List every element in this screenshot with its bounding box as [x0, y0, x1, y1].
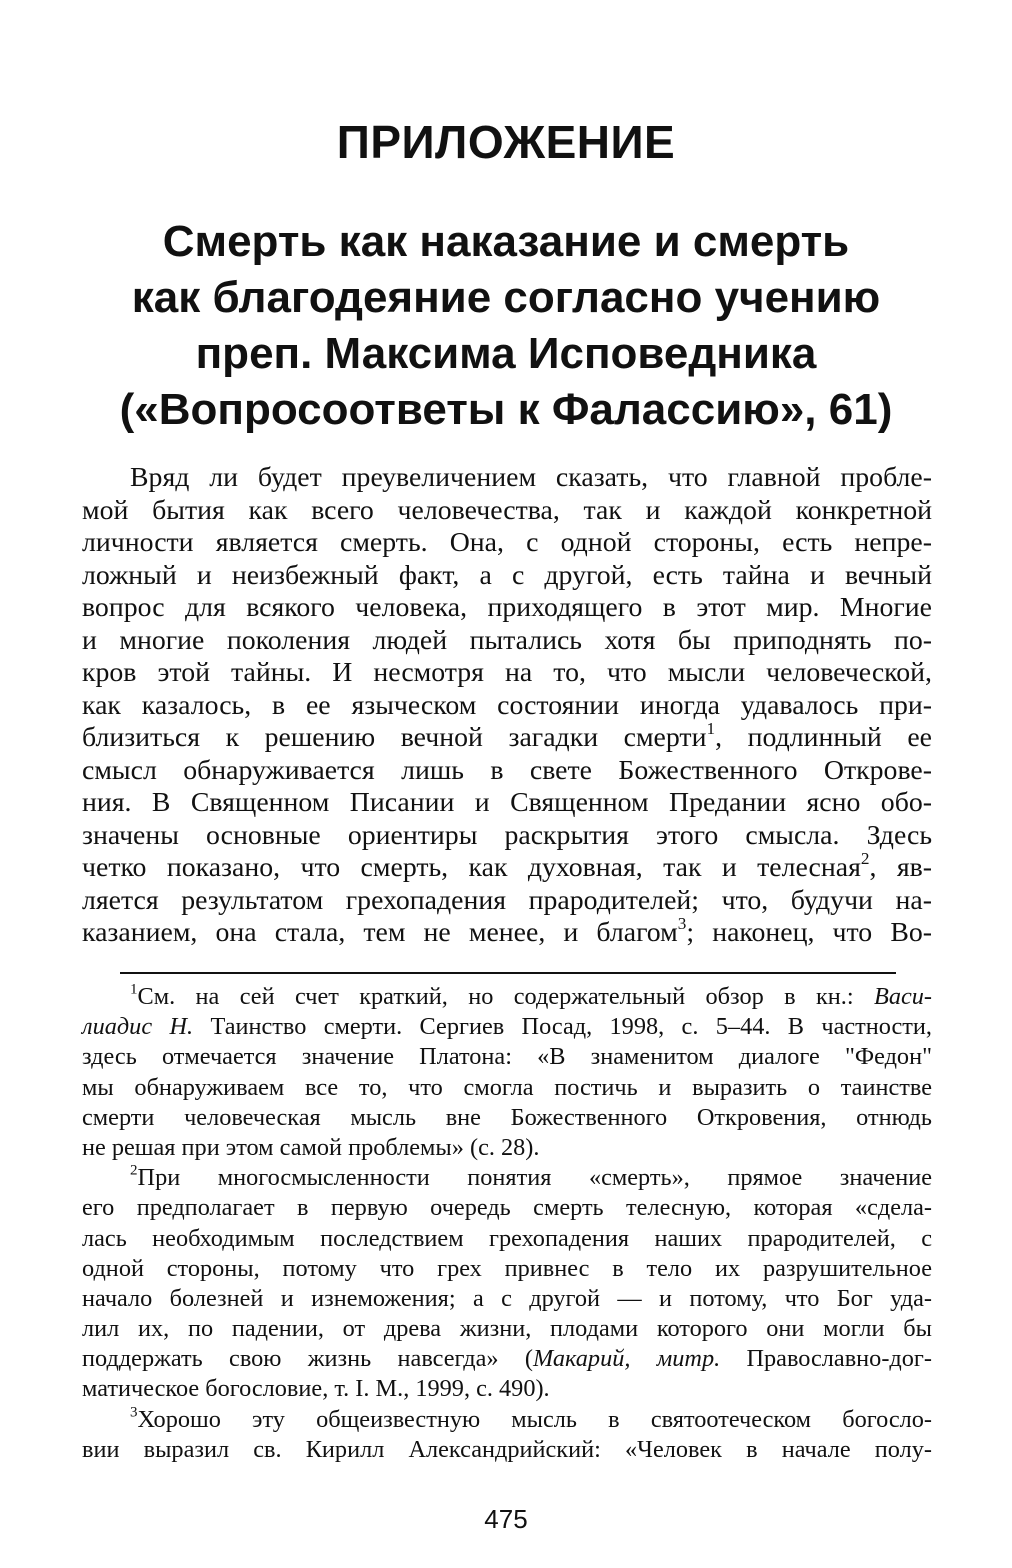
footnote-2-line — [82, 1163, 932, 1193]
footnote-text: Хорошо эту общеизвестную мысль в святоотеческом богосло- — [137, 1405, 932, 1433]
body-line: ляется результатом грехопадения прародителей; что, будучи на- — [82, 884, 932, 916]
footnote-text: Православно-дог- — [720, 1345, 932, 1373]
body-line-text: близиться к решению вечной загадки смерти — [82, 722, 707, 753]
footnote-author: Макарий, митр. — [532, 1345, 721, 1373]
article-title — [60, 214, 952, 438]
article-title-line: («Вопросоответы к Фалассию», 61) — [119, 385, 893, 434]
footnote-ref[interactable]: 1 — [706, 718, 716, 738]
footnote-1-line: мы обнаруживаем все то, что смогла постичь и выразить о таинстве — [82, 1073, 932, 1101]
footnote-author: лиадис Н. — [82, 1013, 194, 1041]
body-line: личности является смерть. Она, с одной стороны, есть непре- — [82, 527, 932, 558]
footnote-2-line: матическое богословие, т. I. М., 1999, с. 490). — [82, 1375, 550, 1403]
footnote-mark: 2 — [130, 1162, 138, 1179]
footnote-2-line: одной стороны, потому что грех привнес в тело их разрушительное — [82, 1254, 932, 1282]
footnote-text: поддержать свою жизнь навсегда» ( — [82, 1345, 533, 1373]
body-line-text: , подлинный ее — [715, 722, 932, 753]
footnote-2-line: начало болезней и изнеможения; а с другой — и потому, что Бог уда- — [82, 1284, 932, 1312]
article-title-line: преп. Максима Исповедника — [195, 329, 817, 378]
article-title-line: как благодеяние согласно учению — [131, 273, 881, 322]
body-line: как казалось, в ее языческом состоянии иногда удавалось при- — [82, 689, 932, 721]
footnote-text: Таинство смерти. Сергиев Посад, 1998, с. 5–44. В частности, — [193, 1013, 933, 1041]
body-line: ния. В Священном Писании и Священном Предании ясно обо- — [82, 787, 932, 818]
body-line: ложный и неизбежный факт, а с другой, есть тайна и вечный — [82, 559, 932, 591]
footnote-author: Васи- — [873, 983, 932, 1010]
footnote-2-line: лась необходимым последствием грехопадения наших прародителей, с — [82, 1224, 932, 1252]
body-line-text: , яв- — [869, 852, 932, 883]
footnote-mark: 1 — [130, 981, 138, 998]
footnote-1-line: смерти человеческая мысль вне Божественного Откровения, отнюдь — [82, 1103, 932, 1131]
body-line: и многие поколения людей пытались хотя бы приподнять по- — [82, 624, 932, 656]
footnote-2-line: лил их, по падении, от древа жизни, плодами которого они могли бы — [82, 1315, 932, 1343]
body-line — [82, 848, 932, 885]
footnote-2-line — [82, 1344, 932, 1374]
body-line — [82, 718, 932, 755]
footnote-text: См. на сей счет краткий, но содержательный обзор в кн.: — [137, 983, 874, 1010]
article-title-line: Смерть как наказание и смерть — [162, 217, 850, 266]
footnote-mark: 3 — [130, 1404, 138, 1421]
footnote-1-line — [82, 982, 932, 1012]
body-line-text: четко показано, что смерть, как духовная, так и телесная — [82, 852, 861, 883]
footnote-ref[interactable]: 2 — [860, 848, 870, 868]
page-number: 475 — [484, 1504, 528, 1534]
footnote-1-line: здесь отмечается значение Платона: «В знаменитом диалоге "Федон" — [82, 1043, 932, 1071]
body-line-text: казанием, она стала, тем не менее, и благом — [82, 917, 678, 948]
body-line: смысл обнаруживается лишь в свете Божественного Открове- — [82, 754, 932, 786]
footnote-1-line — [82, 1012, 932, 1042]
footnote-divider — [120, 972, 896, 974]
footnote-ref[interactable]: 3 — [677, 913, 687, 933]
footnote-text: При многосмысленности понятия «смерть», прямое значение — [137, 1164, 932, 1192]
body-line: кров этой тайны. И несмотря на то, что мысли человеческой, — [82, 657, 932, 688]
footnote-1-line: не решая при этом самой проблемы» (с. 28). — [82, 1133, 540, 1161]
body-line: мой бытия как всего человечества, так и каждой конкретной — [82, 494, 932, 526]
footnote-3-line: вии выразил св. Кирилл Александрийский: «Человек в начале полу- — [82, 1435, 932, 1463]
body-line — [82, 913, 933, 950]
footnotes — [82, 982, 932, 1465]
body-line-text: ; наконец, что Во- — [686, 917, 933, 948]
footnote-2-line: его предполагает в первую очередь смерть телесную, которая «сдела- — [82, 1194, 932, 1222]
section-title: ПРИЛОЖЕНИЕ — [336, 116, 676, 168]
body-line: вопрос для всякого человека, приходящего в этот мир. Многие — [82, 592, 932, 623]
body-line: значены основные ориентиры раскрытия этого смысла. Здесь — [82, 819, 932, 851]
footnote-3-line — [82, 1405, 932, 1435]
body-line: Вряд ли будет преувеличением сказать, что главной пробле- — [130, 462, 932, 493]
body-text — [82, 462, 932, 950]
